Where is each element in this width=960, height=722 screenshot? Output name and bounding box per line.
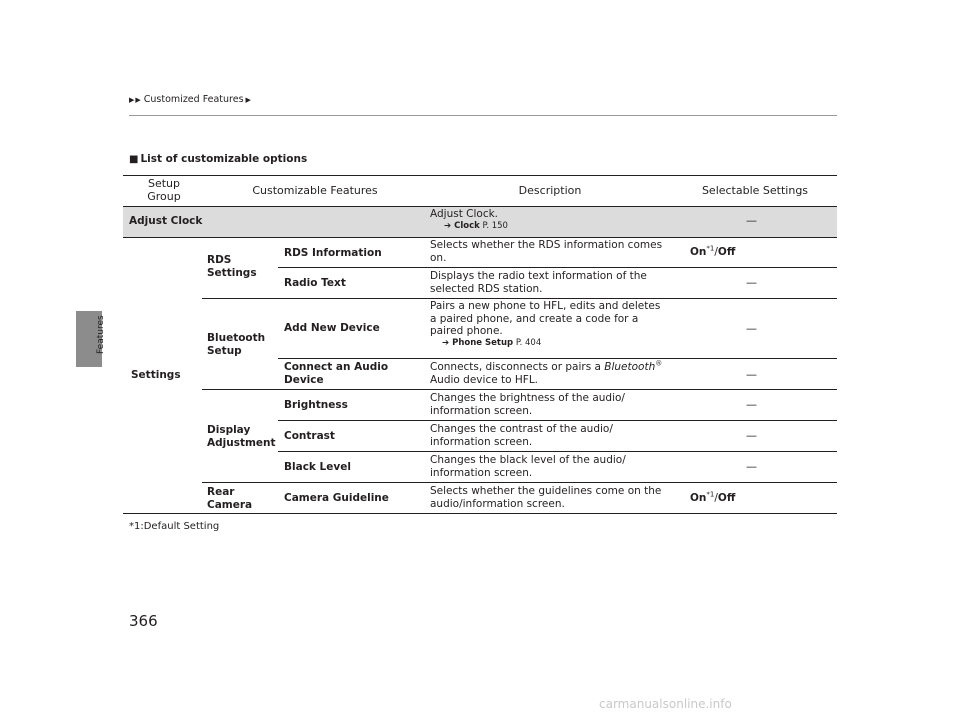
connect-audio-device-setting: — <box>746 368 757 381</box>
setting-on: On <box>690 492 707 504</box>
display-group-label: Display Adjustment <box>207 424 276 449</box>
rds-information-setting <box>690 246 735 259</box>
breadcrumb-arrow-icon: ▶ <box>129 95 135 104</box>
rear-camera-group-label: Rear Camera <box>207 486 253 511</box>
black-level-description: Changes the black level of the audio/ information screen. <box>430 454 626 479</box>
camera-guideline-feature: Camera Guideline <box>284 492 389 504</box>
registered-mark: ® <box>655 359 663 368</box>
header-description: Description <box>518 184 582 197</box>
breadcrumb-label[interactable]: Customized Features <box>143 94 244 105</box>
adjust-clock-description <box>430 208 665 232</box>
row-rule <box>202 389 837 390</box>
bluetooth-group-label: Bluetooth Setup <box>207 332 266 357</box>
contrast-feature: Contrast <box>284 430 335 442</box>
brightness-feature: Brightness <box>284 399 348 411</box>
adjust-clock-desc-text: Adjust Clock. <box>430 208 499 220</box>
footnote: *1:Default Setting <box>129 521 220 532</box>
breadcrumb-arrow-icon: ▶ <box>135 95 141 104</box>
adjust-clock-setting: — <box>746 214 757 227</box>
camera-guideline-setting <box>690 492 735 505</box>
camera-guideline-description: Selects whether the guidelines come on the audio/information screen. <box>430 485 662 510</box>
connect-audio-device-feature: Connect an Audio Device <box>284 361 389 386</box>
phone-setup-xref-link[interactable] <box>442 338 670 349</box>
setting-sep: / <box>714 492 718 504</box>
row-rule <box>123 237 837 238</box>
table-top-rule <box>123 175 837 176</box>
watermark: carmanualsonline.info <box>599 697 732 711</box>
xref-page: P. 404 <box>515 337 542 348</box>
desc-text: Audio device to HFL. <box>430 373 539 386</box>
adjust-clock-name: Adjust Clock <box>129 215 203 227</box>
xref-label: Clock <box>454 220 480 231</box>
header-setup-group: Setup Group <box>147 177 181 203</box>
radio-text-description: Displays the radio text information of the selected RDS station. <box>430 270 647 295</box>
sidebar-label: Features <box>96 315 106 354</box>
setting-off: Off <box>717 492 736 504</box>
desc-text: Connects, disconnects or pairs a <box>430 361 605 373</box>
setting-sep: / <box>714 246 718 258</box>
setting-off: Off <box>717 246 736 258</box>
section-marker-icon: ■ <box>129 154 139 165</box>
settings-group-label: Settings <box>131 369 181 381</box>
brightness-setting: — <box>746 398 757 411</box>
rds-information-description: Selects whether the RDS information comes on. <box>430 239 663 264</box>
radio-text-feature: Radio Text <box>284 277 346 289</box>
row-rule <box>278 267 837 268</box>
add-new-device-description <box>430 300 670 349</box>
footnote-ref: *1 <box>706 244 715 253</box>
radio-text-setting: — <box>746 276 757 289</box>
header-selectable-settings: Selectable Settings <box>701 184 809 197</box>
row-rule <box>278 451 837 452</box>
rds-information-feature: RDS Information <box>284 247 382 259</box>
xref-arrow-icon: ➔ <box>442 337 450 348</box>
xref-label: Phone Setup <box>452 337 514 348</box>
clock-xref-link[interactable] <box>444 221 665 232</box>
bluetooth-brand: Bluetooth <box>604 361 656 373</box>
connect-audio-device-description <box>430 361 670 386</box>
header-customizable-features: Customizable Features <box>252 184 378 197</box>
setting-on: On <box>690 246 707 258</box>
row-rule <box>202 482 837 483</box>
page-number: 366 <box>129 612 158 630</box>
xref-arrow-icon: ➔ <box>444 220 452 231</box>
row-rule <box>278 420 837 421</box>
table-bottom-rule <box>123 513 837 514</box>
black-level-feature: Black Level <box>284 461 351 473</box>
rds-group-label: RDS Settings <box>207 254 257 279</box>
contrast-description: Changes the contrast of the audio/ information screen. <box>430 423 613 448</box>
breadcrumb-arrow-icon: ▶ <box>245 95 251 104</box>
contrast-setting: — <box>746 429 757 442</box>
footnote-ref: *1 <box>706 490 715 499</box>
table-header-rule <box>123 206 837 207</box>
add-new-device-desc-text: Pairs a new phone to HFL, edits and deletes a paired phone, and create a code for a paired phone. <box>430 300 661 337</box>
black-level-setting: — <box>746 460 757 473</box>
brightness-description: Changes the brightness of the audio/ information screen. <box>430 392 625 417</box>
add-new-device-feature: Add New Device <box>284 322 380 334</box>
section-title-text: List of customizable options <box>140 153 308 165</box>
row-rule <box>202 298 837 299</box>
add-new-device-setting: — <box>746 322 757 335</box>
xref-page: P. 150 <box>482 220 508 231</box>
row-rule <box>278 358 837 359</box>
